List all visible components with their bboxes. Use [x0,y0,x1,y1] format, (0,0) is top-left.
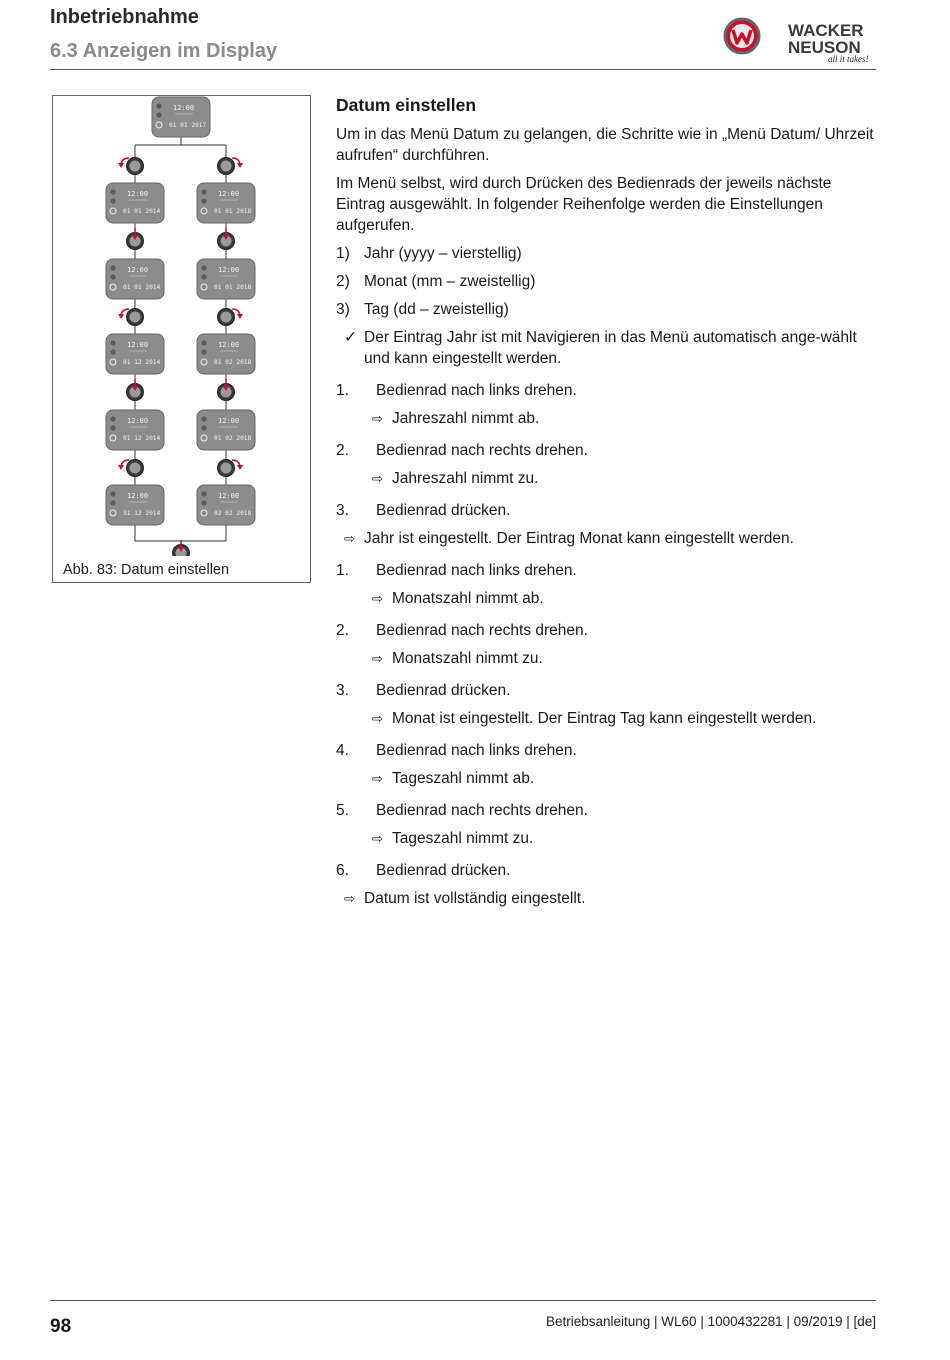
indicator-led [201,416,206,421]
indicator-led [201,265,206,270]
step-result [336,468,876,489]
step [336,380,876,401]
indicator-led [201,349,206,354]
arrow-head-icon [118,314,124,319]
control-knob [127,158,144,175]
step-text: Bedienrad nach links drehen. [376,562,577,579]
step-result [336,648,876,669]
step [336,440,876,461]
step-num: 2. [336,442,349,459]
display-time: 12:00 [127,341,149,349]
step-text: Bedienrad nach links drehen. [376,382,577,399]
result-arrow-icon: ⇨ [372,711,383,726]
indicator-led [110,491,115,496]
display-frame [197,334,255,374]
section-heading: Datum einstellen [336,95,477,115]
display-left [106,410,164,450]
display-date: 31 12 2014 [123,510,161,517]
figure-caption: Abb. 83: Datum einstellen [63,562,230,578]
step [336,860,876,881]
control-knob [218,460,235,477]
knob-center [221,161,232,172]
display-frame [106,183,164,223]
result-text: Tageszahl nimmt zu. [392,830,534,847]
result-arrow-icon: ⇨ [372,651,383,666]
step-result [336,768,876,789]
step [336,500,876,521]
step-num: 5. [336,802,349,819]
indicator-led [156,103,161,108]
display-frame [106,259,164,299]
logo-text-1: WACKER [788,21,864,40]
step-text: Bedienrad drücken. [376,862,511,879]
result-text: Jahreszahl nimmt ab. [392,410,540,427]
display-date: 01 01 2018 [214,208,252,215]
knob-center [130,161,141,172]
result-text: Tageszahl nimmt ab. [392,770,535,787]
step-num: 6. [336,862,349,879]
result-text: Jahreszahl nimmt zu. [392,470,539,487]
figure-box [52,95,311,583]
step-result [336,588,876,609]
display-right [197,334,255,374]
result-arrow-icon: ⇨ [344,531,355,546]
indicator-led [201,491,206,496]
arrow-head-icon [237,465,243,470]
result-text: Monatszahl nimmt zu. [392,650,543,667]
document-info: Betriebsanleitung | WL60 | 1000432281 | 09/2019 | [de] [545,1314,876,1329]
precondition [336,327,876,369]
display-right [197,259,255,299]
display-left [106,334,164,374]
step-num: 3. [336,502,349,519]
order-num: 2) [336,273,350,290]
display-date: 02 02 2018 [214,510,252,517]
display-time: 12:00 [218,341,240,349]
knob-center [221,312,232,323]
display-time: 12:00 [127,417,149,425]
step-text: Bedienrad nach rechts drehen. [376,622,588,639]
indicator-led [201,340,206,345]
display-right [197,485,255,525]
order-text: Tag (dd – zweistellig) [364,301,509,318]
step-result [336,708,876,729]
display-date: 01 01 2014 [123,284,161,291]
display-time: 12:00 [218,492,240,500]
result-text: Monatszahl nimmt ab. [392,590,544,607]
step-num: 4. [336,742,349,759]
result-text: Monat ist eingestellt. Der Eintrag Tag kann eingestellt werden. [392,710,817,727]
order-num: 3) [336,301,350,318]
section-subtitle: 6.3 Anzeigen im Display [50,40,278,62]
control-knob [127,460,144,477]
step-text: Bedienrad drücken. [376,682,511,699]
indicator-led [110,198,115,203]
result-arrow-icon: ⇨ [372,771,383,786]
display-time: 12:00 [127,190,149,198]
display-frame [152,97,210,137]
indicator-led [201,425,206,430]
indicator-led [201,274,206,279]
brand-logo [722,14,882,66]
indicator-led [110,340,115,345]
arrow-head-icon [118,465,124,470]
step-text: Bedienrad nach rechts drehen. [376,442,588,459]
result-arrow-icon: ⇨ [372,411,383,426]
order-item [336,299,876,320]
display-date: 01 01 2014 [123,208,161,215]
knob-center [221,463,232,474]
order-text: Jahr (yyyy – vierstellig) [364,245,522,262]
result-arrow-icon: ⇨ [344,891,355,906]
final-result-text: Datum ist vollständig eingestellt. [364,890,586,907]
step-result [336,828,876,849]
display-right [197,410,255,450]
precondition-text: Der Eintrag Jahr ist mit Navigieren in das Menü automatisch ange-wählt und kann eingestellt werden. [364,329,857,367]
knob-center [130,312,141,323]
order-item [336,243,876,264]
section-title: Inbetriebnahme [50,6,199,28]
indicator-led [110,349,115,354]
indicator-led [201,189,206,194]
display-date: 01 12 2014 [123,435,161,442]
display-time: 12:00 [127,266,149,274]
indicator-led [110,425,115,430]
footer-rule [50,1300,876,1301]
step-text: Bedienrad drücken. [376,502,511,519]
control-knob [127,309,144,326]
display-date: 01 01 2017 [169,122,207,129]
step-result [336,408,876,429]
display-date: 01 12 2014 [123,359,161,366]
indicator-led [156,112,161,117]
display-left [106,485,164,525]
display-date: 01 01 2018 [214,284,252,291]
checkmark-icon: ✓ [344,329,357,346]
indicator-led [110,189,115,194]
indicator-led [110,500,115,505]
step [336,740,876,761]
display-left [106,259,164,299]
indicator-led [201,198,206,203]
display-time: 12:00 [218,190,240,198]
display-right [197,183,255,223]
order-text: Monat (mm – zweistellig) [364,273,536,290]
final-result-text: Jahr ist eingestellt. Der Eintrag Monat kann eingestellt werden. [364,530,794,547]
display-time: 12:00 [173,104,195,112]
final-result [336,528,876,549]
step [336,560,876,581]
indicator-led [110,416,115,421]
final-result [336,888,876,909]
display-frame [106,485,164,525]
result-arrow-icon: ⇨ [372,591,383,606]
step-text: Bedienrad nach rechts drehen. [376,802,588,819]
indicator-led [110,265,115,270]
display-frame [197,183,255,223]
display-frame [197,410,255,450]
step-num: 2. [336,622,349,639]
control-knob [218,158,235,175]
arrow-head-icon [237,314,243,319]
main-text [336,94,876,920]
step [336,800,876,821]
arrow-head-icon [118,163,124,168]
step-num: 3. [336,682,349,699]
display-frame [106,410,164,450]
order-num: 1) [336,245,350,262]
display-date: 01 02 2018 [214,435,252,442]
indicator-led [201,500,206,505]
step-text: Bedienrad nach links drehen. [376,742,577,759]
step [336,680,876,701]
arrow-head-icon [237,163,243,168]
control-knob [218,309,235,326]
display-left [106,183,164,223]
display-frame [197,485,255,525]
display-start [152,97,210,137]
result-arrow-icon: ⇨ [372,471,383,486]
order-item [336,271,876,292]
display-frame [197,259,255,299]
page-number: 98 [50,1316,72,1337]
display-time: 12:00 [218,417,240,425]
display-frame [106,334,164,374]
step-num: 1. [336,562,349,579]
display-time: 12:00 [127,492,149,500]
intro-paragraph: Um in das Menü Datum zu gelangen, die Schritte wie in „Menü Datum/ Uhrzeit aufrufen“ durchführen. [336,126,874,164]
menu-paragraph: Im Menü selbst, wird durch Drücken des Bedienrads der jeweils nächste Eintrag ausgewählt. In folgender Reihenfolge werden die Einstellungen aufgerufen. [336,175,832,234]
header-rule [50,69,876,70]
knob-center [130,463,141,474]
step [336,620,876,641]
display-date: 01 02 2018 [214,359,252,366]
date-setting-diagram [53,96,310,556]
logo-slogan: all it takes! [828,54,869,64]
display-time: 12:00 [218,266,240,274]
result-arrow-icon: ⇨ [372,831,383,846]
logo-text-2: NEUSON [788,38,861,57]
step-num: 1. [336,382,349,399]
indicator-led [110,274,115,279]
